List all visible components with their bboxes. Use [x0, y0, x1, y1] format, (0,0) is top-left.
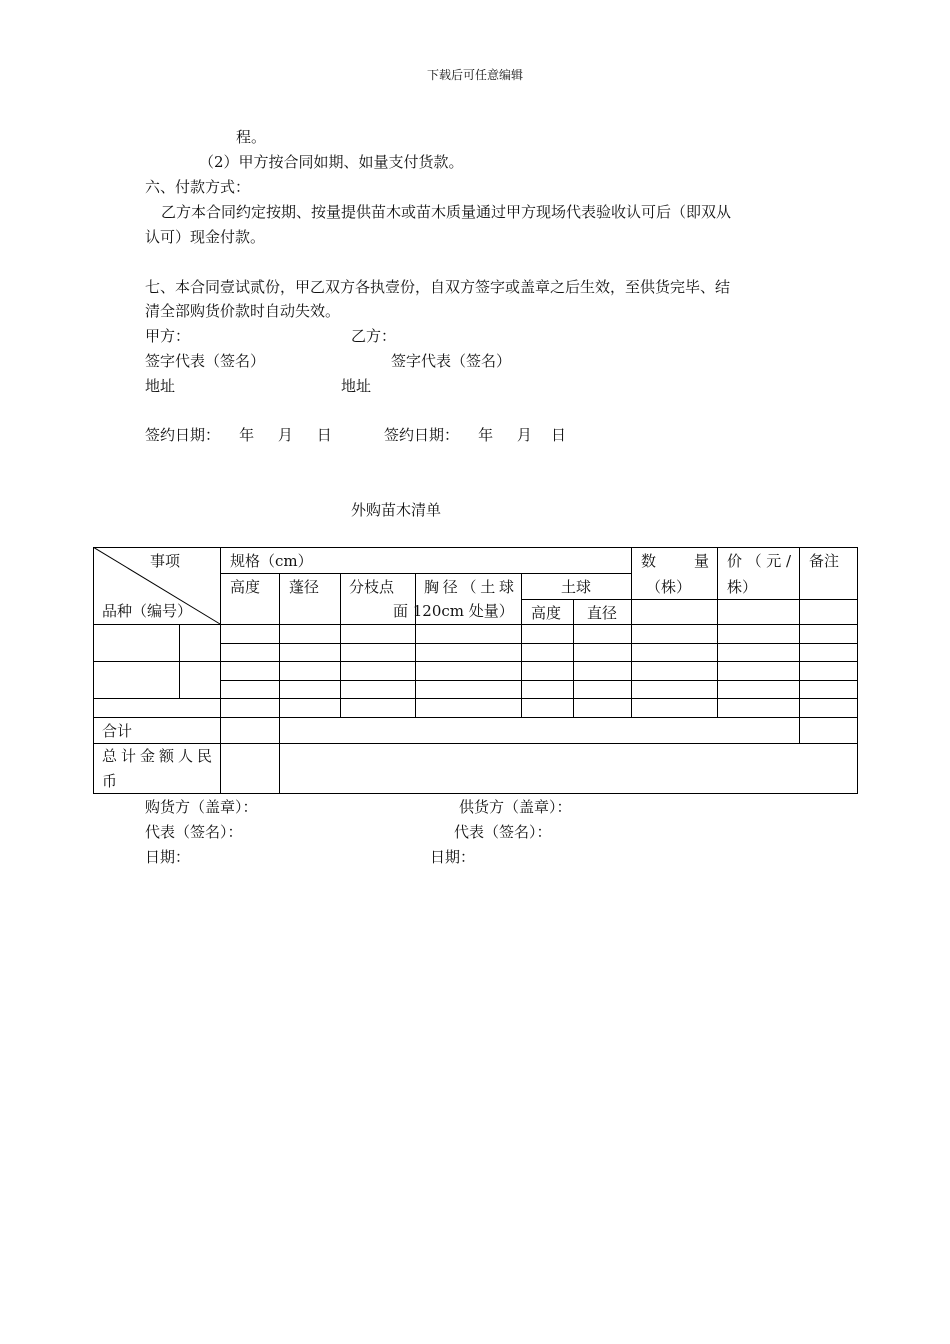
header-item: 事项 — [150, 552, 181, 570]
col-chest-diameter: 胸径（土球 — [424, 578, 514, 596]
party-b-signature: 签字代表（签名） — [391, 352, 512, 370]
supplier-date: 日期： — [430, 848, 476, 866]
header-spec: 规格（cm） — [230, 552, 313, 570]
row-grand-total-label-cont: 币 — [102, 772, 118, 790]
col-quantity: 数 量 — [641, 552, 709, 570]
section-7-text: 七、本合同壹试贰份，甲乙双方各执壹份，自双方签字或盖章之后生效，至供货完毕、结 — [145, 278, 731, 296]
section-6-text: 乙方本合同约定按期、按量提供苗木或苗木质量通过甲方现场代表验收认可后（即双从 — [161, 203, 732, 221]
col-quantity-unit: （株） — [646, 578, 692, 596]
section-6-text: 认可）现金付款。 — [145, 228, 266, 246]
section-6-title: 六、付款方式： — [145, 178, 251, 196]
party-b-date: 签约日期： 年 月 日 — [384, 426, 566, 444]
col-price: 价（元/ — [727, 552, 791, 570]
buyer-representative: 代表（签名）： — [145, 823, 243, 841]
col-soilball-diameter: 直径 — [587, 604, 618, 622]
party-a-date: 签约日期： 年 月 日 — [145, 426, 332, 444]
table-title: 外购苗木清单 — [351, 501, 442, 519]
row-grand-total-label: 总计金额人民 — [102, 747, 212, 765]
col-height: 高度 — [230, 578, 261, 596]
party-a-signature: 签字代表（签名） — [145, 352, 266, 370]
row-total-label: 合计 — [102, 722, 133, 740]
party-a-label: 甲方： — [145, 327, 191, 345]
paragraph-line: （2）甲方按合同如期、如量支付货款。 — [199, 153, 464, 171]
party-b-label: 乙方： — [351, 327, 397, 345]
page-header-note: 下载后可任意编辑 — [426, 68, 523, 82]
col-soilball-height: 高度 — [531, 604, 562, 622]
col-branch: 分枝点 — [349, 578, 395, 596]
supplier-representative: 代表（签名）： — [454, 823, 552, 841]
supplier-stamp: 供货方（盖章）： — [459, 798, 572, 816]
paragraph-line: 程。 — [236, 128, 267, 146]
buyer-date: 日期： — [145, 848, 191, 866]
party-a-address: 地址 — [145, 377, 176, 395]
col-price-unit: 株） — [727, 578, 758, 596]
header-variety: 品种（编号） — [102, 602, 193, 620]
seedling-list-table — [93, 547, 858, 794]
section-7-text: 清全部购货价款时自动失效。 — [145, 302, 341, 320]
col-soilball: 土球 — [561, 578, 592, 596]
col-remark: 备注 — [809, 552, 840, 570]
buyer-stamp: 购货方（盖章）： — [145, 798, 258, 816]
col-chest-diameter-note: 面 120cm 处量） — [393, 602, 514, 620]
col-crown: 蓬径 — [289, 578, 320, 596]
party-b-address: 地址 — [341, 377, 372, 395]
